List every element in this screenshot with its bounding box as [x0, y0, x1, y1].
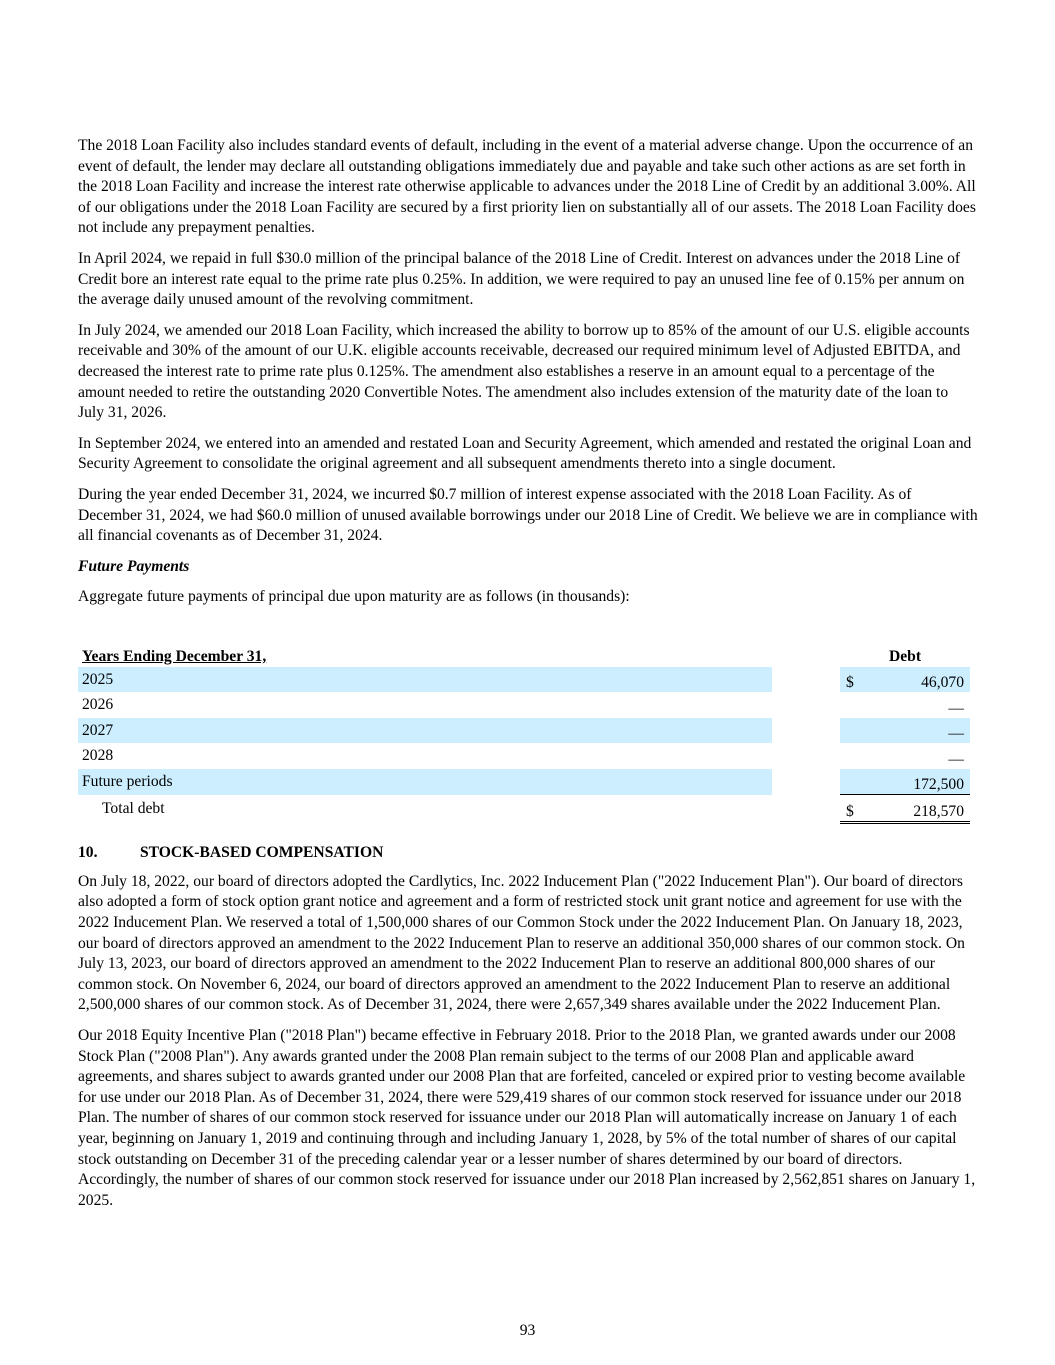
total-row: [78, 795, 970, 823]
paragraph-default-events: The 2018 Loan Facility also includes standard events of default, including in the event of a material adverse change. Upon the occurrence of an event of default, the lender may declare all outstanding obligations immediately due and payable and take such other actions as are set forth in the 2018 Loan Facility and increase the interest rate otherwise applicable to advances under the 2018 Line of Credit by an additional 3.00%. All of our obligations under the 2018 Loan Facility are secured by a first priority lien on substantially all of our assets. The 2018 Loan Facility does not include any prepayment penalties.: [78, 137, 976, 237]
section-heading: [78, 844, 978, 862]
page-number: 93: [519, 1322, 536, 1339]
table-row: [78, 769, 970, 795]
total-currency: $: [840, 795, 870, 823]
row-label: 2028: [82, 747, 114, 765]
paragraph-2018-plan: Our 2018 Equity Incentive Plan ("2018 Plan") became effective in February 2018. Prior to the 2018 Plan, we granted awards under our 2008 Stock Plan ("2008 Plan"). Any awards granted under the 2008 Plan remain subject to the terms of our 2008 Plan and applicable award agreements, and shares subject to awards granted under our 2008 Plan that are forfeited, canceled or expired prior to vesting become available for use under our 2018 Plan. As of December 31, 2024, there were 529,419 shares of our common stock reserved for issuance under our 2018 Plan. The number of shares of our common stock reserved for issuance under our 2018 Plan will automatically increase on January 1 of each year, beginning on January 1, 2019 and continuing through and including January 1, 2028, by 5% of the total number of shares of our capital stock outstanding on December 31 of the preceding calendar year or a lesser number of shares determined by our board of directors. Accordingly, the number of shares of our common stock reserved for issuance under our 2018 Plan increased by 2,562,851 shares on January 1, 2025.: [78, 1027, 976, 1209]
section-title: STOCK-BASED COMPENSATION: [140, 843, 384, 861]
row-label: 2025: [78, 667, 772, 693]
row-currency: [840, 743, 870, 769]
row-label: Future periods: [78, 769, 772, 795]
paragraph-interest-expense: During the year ended December 31, 2024, we incurred $0.7 million of interest expense associated with the 2018 Loan Facility. As of December 31, 2024, we had $60.0 million of unused available borrowings under our 2018 Line of Credit. We believe we are in compliance with all financial covenants as of December 31, 2024.: [78, 485, 978, 545]
table-row: [78, 667, 970, 693]
paragraph-september-2024: In September 2024, we entered into an amended and restated Loan and Security Agreement, which amended and restated the original Loan and Security Agreement to consolidate the original agreement and all subsequent amendments thereto into a single document.: [78, 434, 972, 473]
row-label: 2027: [78, 718, 772, 744]
debt-maturity-table: [78, 644, 970, 824]
row-label: 2026: [82, 696, 114, 714]
future-payments-intro: Aggregate future payments of principal due upon maturity are as follows (in thousands):: [78, 588, 630, 606]
row-currency: [840, 718, 870, 744]
paragraph-july-2024: In July 2024, we amended our 2018 Loan Facility, which increased the ability to borrow up to 85% of the amount of our U.S. eligible accounts receivable and 30% of the amount of our U.K. eligible accounts receivable, decreased our required minimum level of Adjusted EBITDA, and decreased the interest rate to prime rate plus 0.125%. The amendment also establishes a reserve in an amount equal to a percentage of the amount needed to retire the outstanding 2020 Convertible Notes. The amendment also includes extension of the maturity date of the loan to July 31, 2026.: [78, 321, 970, 422]
row-amount: —: [870, 718, 970, 744]
paragraph-april-2024: In April 2024, we repaid in full $30.0 million of the principal balance of the 2018 Line of Credit. Interest on advances under the 2018 Line of Credit bore an interest rate equal to the prime rate plus 0.25%. In addition, we were required to pay an unused line fee of 0.15% per annum on the average daily unused amount of the revolving commitment.: [78, 249, 965, 309]
row-amount: 172,500: [870, 769, 970, 795]
years-column-header: Years Ending December 31,: [82, 647, 267, 665]
section-number: 10.: [78, 843, 98, 861]
row-currency: [840, 692, 870, 718]
table-row: [78, 743, 970, 769]
row-amount: —: [948, 750, 964, 768]
future-payments-heading: Future Payments: [78, 557, 190, 575]
debt-column-header: Debt: [888, 647, 922, 665]
table-row: [78, 692, 970, 718]
row-currency: [840, 769, 870, 795]
paragraph-inducement-plan: On July 18, 2022, our board of directors adopted the Cardlytics, Inc. 2022 Inducement Plan ("2022 Inducement Plan"). Our board of directors also adopted a form of stock option grant notice and agreement and a form of restricted stock unit grant notice and agreement for use with the 2022 Inducement Plan. We reserved a total of 1,500,000 shares of our Common Stock under the 2022 Inducement Plan. On January 18, 2023, our board of directors approved an amendment to the 2022 Inducement Plan to reserve an additional 350,000 shares of our common stock. On July 13, 2023, our board of directors approved an amendment to the 2022 Inducement Plan to reserve an additional 800,000 shares of our common stock. On November 6, 2024, our board of directors approved an amendment to the 2022 Inducement Plan to reserve an additional 2,500,000 shares of our common stock. As of December 31, 2024, there were 2,657,349 shares available under the 2022 Inducement Plan.: [78, 872, 965, 1014]
page-content: [78, 136, 978, 1221]
row-currency: $: [840, 667, 870, 693]
row-amount: —: [948, 699, 964, 717]
total-label: Total debt: [102, 799, 165, 817]
row-amount: 46,070: [870, 667, 970, 693]
table-header-row: [78, 644, 970, 667]
total-amount: 218,570: [870, 795, 970, 823]
table-row: [78, 718, 970, 744]
